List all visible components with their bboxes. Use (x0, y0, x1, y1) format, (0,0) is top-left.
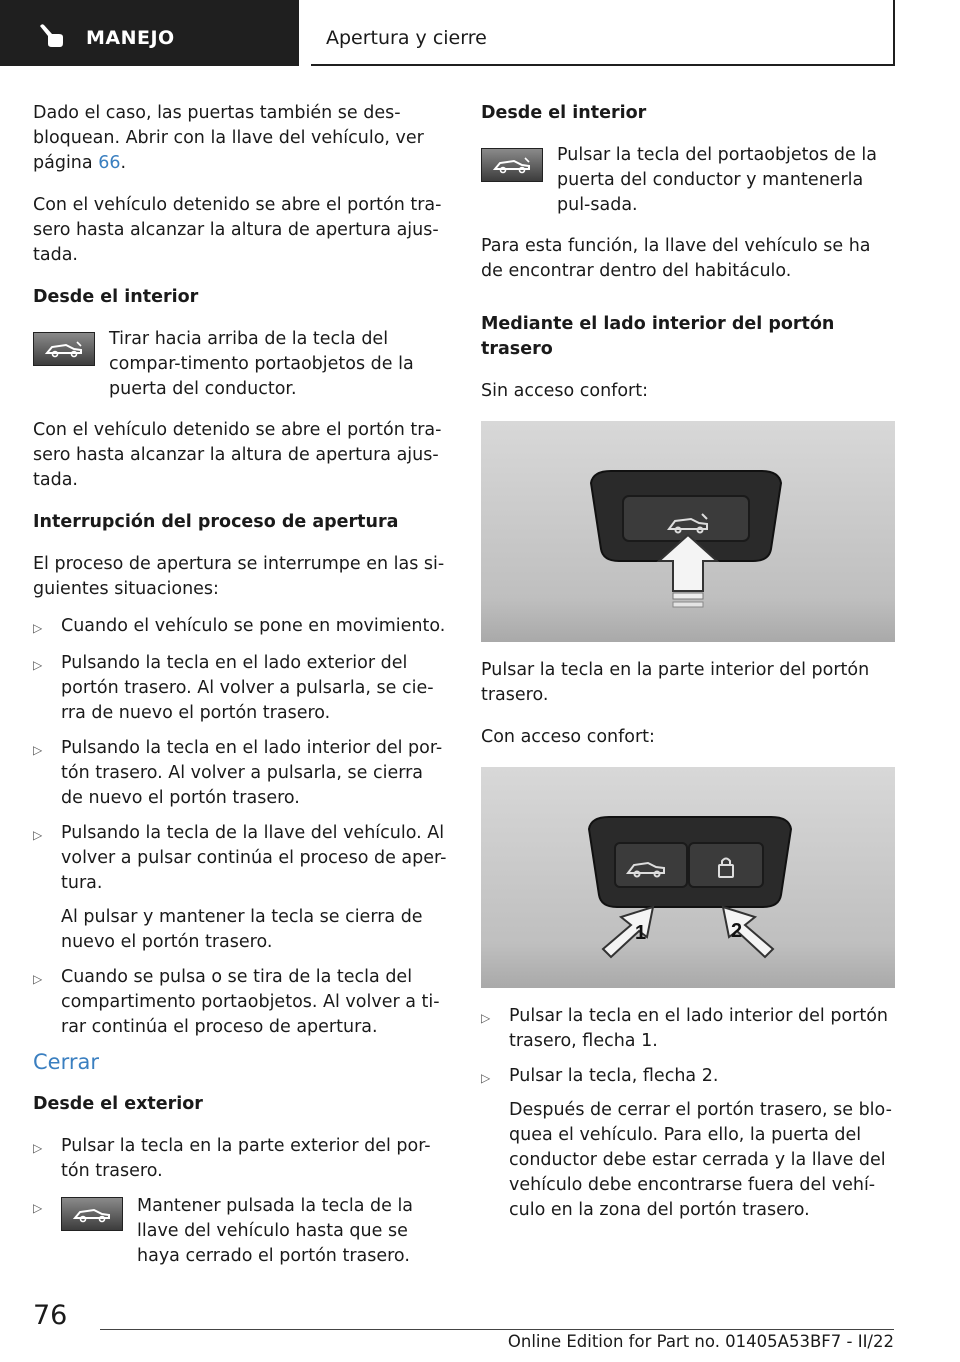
instruction-text: Pulsar la tecla del portaobjetos de la puerta del conductor y mantenerla pul-sada. (557, 145, 877, 215)
tailgate-button-photo (481, 421, 895, 642)
list-item: ▷ Pulsar la tecla en la parte exterior del por-tón trasero. (33, 1134, 448, 1184)
subheading: Interrupción del proceso de apertura (33, 512, 399, 532)
section-name: MANEJO (86, 27, 175, 49)
left-column (33, 101, 448, 1279)
paragraph: Sin acceso confort: (481, 381, 648, 401)
paragraph: Para esta función, la llave del vehículo se ha de encontrar dentro del habitáculo. (481, 236, 871, 281)
arrow-number-1: 1 (635, 922, 647, 944)
paragraph: Con el vehículo detenido se abre el portón tra-sero hasta alcanzar la altura de apertura ajus-tada. (33, 195, 442, 265)
comfort-access-button-photo (481, 767, 895, 988)
triangle-bullet-icon: ▷ (33, 621, 43, 635)
list-item: ▷ Cuando el vehículo se pone en movimiento. (33, 614, 448, 641)
tailgate-car-icon (33, 332, 95, 366)
paragraph: Con el vehículo detenido se abre el portón tra-sero hasta alcanzar la altura de apertura ajus-tada. (33, 420, 442, 490)
page-link[interactable]: 66 (98, 153, 121, 173)
triangle-bullet-icon: ▷ (33, 1141, 43, 1155)
list-item: ▷ Cuando se pulsa o se tira de la tecla del compartimento portaobjetos. Al volver a ti-rar continúa el proceso de apertura. (33, 965, 448, 1040)
triangle-bullet-icon: ▷ (33, 972, 43, 986)
subheading: Desde el exterior (33, 1094, 203, 1114)
instruction-text: Tirar hacia arriba de la tecla del compar-timento portaobjetos de la puerta del conductor. (109, 329, 414, 399)
list-item: ▷ Pulsando la tecla en el lado exterior del portón trasero. Al volver a pulsarla, se cie-rra de nuevo el portón trasero. (33, 651, 448, 726)
triangle-bullet-icon: ▷ (481, 1011, 491, 1025)
tailgate-car-icon (61, 1197, 123, 1231)
instruction-with-icon (481, 143, 896, 218)
paragraph: Dado el caso, las puertas también se des-bloquean. Abrir con la llave del vehículo, ver página 66. (33, 103, 424, 173)
right-column (481, 101, 896, 1233)
edition-note: Online Edition for Part no. 01405A53BF7 - II/22 (507, 1332, 894, 1351)
tailgate-car-icon (481, 148, 543, 182)
list-item: ▷ Pulsar la tecla, flecha 2. Después de cerrar el portón trasero, se blo-quea el vehículo. Para ello, la puerta del conductor debe estar cerrada y la llave del vehículo debe encontrarse fuera del vehí-culo en la zona del portón trasero. (481, 1064, 896, 1223)
hand-pointer-icon (38, 24, 64, 48)
triangle-bullet-icon: ▷ (481, 1071, 491, 1085)
section-heading: Cerrar (33, 1050, 99, 1074)
footer-divider (100, 1329, 894, 1330)
subheading: Mediante el lado interior del portón trasero (481, 314, 835, 359)
triangle-bullet-icon: ▷ (33, 658, 43, 672)
page-number: 76 (33, 1300, 68, 1331)
caption: Pulsar la tecla en la parte interior del portón trasero. (481, 660, 870, 705)
list-item: ▷ Pulsando la tecla en el lado interior del por-tón trasero. Al volver a pulsarla, se cierra de nuevo el portón trasero. (33, 736, 448, 811)
section-tab (0, 0, 299, 66)
subheading: Desde el interior (33, 287, 199, 307)
list-item: ▷ Mantener pulsada la tecla de la llave del vehículo hasta que se haya cerrado el portón trasero. (33, 1194, 448, 1269)
paragraph: Con acceso confort: (481, 727, 655, 747)
list-item: ▷ Pulsar la tecla en el lado interior del portón trasero, flecha 1. (481, 1004, 896, 1054)
list-item: ▷ Pulsando la tecla de la llave del vehículo. Al volver a pulsar continúa el proceso de aper-tura. Al pulsar y mantener la tecla se cierra de nuevo el portón trasero. (33, 821, 448, 955)
triangle-bullet-icon: ▷ (33, 743, 43, 757)
chapter-header (311, 0, 895, 66)
arrow-number-2: 2 (731, 920, 743, 942)
triangle-bullet-icon: ▷ (33, 828, 43, 842)
paragraph: El proceso de apertura se interrumpe en las si-guientes situaciones: (33, 554, 445, 599)
instruction-with-icon (33, 327, 448, 402)
chapter-title: Apertura y cierre (326, 27, 487, 49)
triangle-bullet-icon: ▷ (33, 1201, 43, 1215)
subheading: Desde el interior (481, 103, 647, 123)
